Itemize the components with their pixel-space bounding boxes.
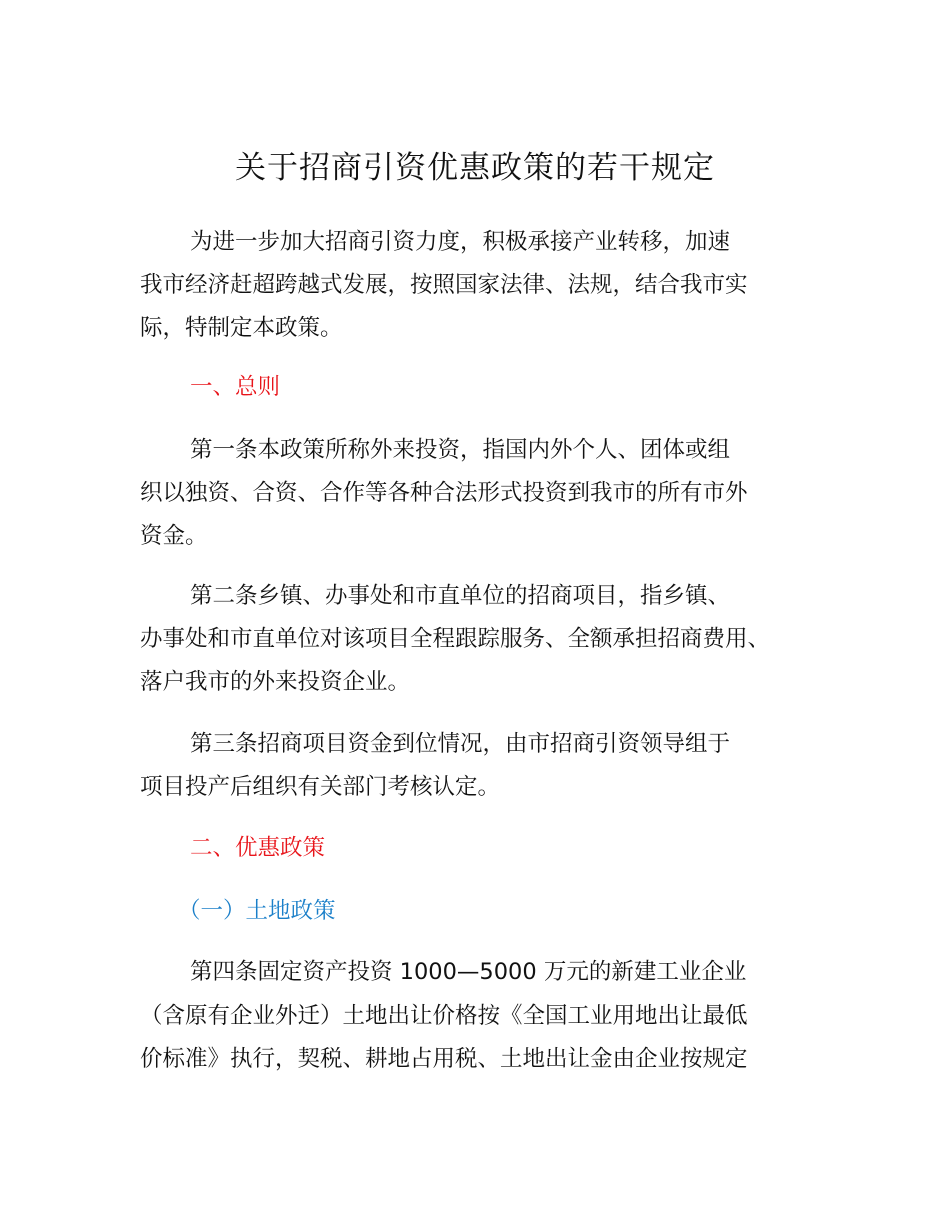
subsection-heading-land-policy: （一）土地政策 — [178, 898, 336, 924]
article1-line-2: 织以独资、合资、合作等各种合法形式投资到我市的所有市外 — [140, 480, 748, 506]
article3-line-1: 第三条招商项目资金到位情况，由市招商引资领导组于 — [190, 731, 731, 757]
intro-line-3: 际，特制定本政策。 — [140, 315, 343, 341]
article2-line-3: 落户我市的外来投资企业。 — [140, 669, 411, 695]
document-title: 关于招商引资优惠政策的若干规定 — [235, 150, 715, 186]
article4-line-2: （含原有企业外迁）土地出让价格按《全国工业用地出让最低 — [140, 1003, 748, 1029]
article1-line-3: 资金。 — [140, 523, 208, 549]
article4-line-3: 价标准》执行，契税、耕地占用税、土地出让金由企业按规定 — [140, 1046, 748, 1072]
article2-line-1: 第二条乡镇、办事处和市直单位的招商项目，指乡镇、 — [190, 583, 731, 609]
article3-line-2: 项目投产后组织有关部门考核认定。 — [140, 774, 501, 800]
article1-line-1: 第一条本政策所称外来投资，指国内外个人、团体或组 — [190, 437, 731, 463]
article4-line-1: 第四条固定资产投资 1000—5000 万元的新建工业企业 — [190, 959, 747, 985]
section-heading-general: 一、总则 — [190, 374, 281, 400]
article2-line-2: 办事处和市直单位对该项目全程跟踪服务、全额承担招商费用、 — [140, 626, 771, 652]
intro-line-1: 为进一步加大招商引资力度，积极承接产业转移，加速 — [190, 229, 731, 255]
intro-line-2: 我市经济赶超跨越式发展，按照国家法律、法规，结合我市实 — [140, 272, 748, 298]
section-heading-preferential-policy: 二、优惠政策 — [190, 835, 326, 861]
